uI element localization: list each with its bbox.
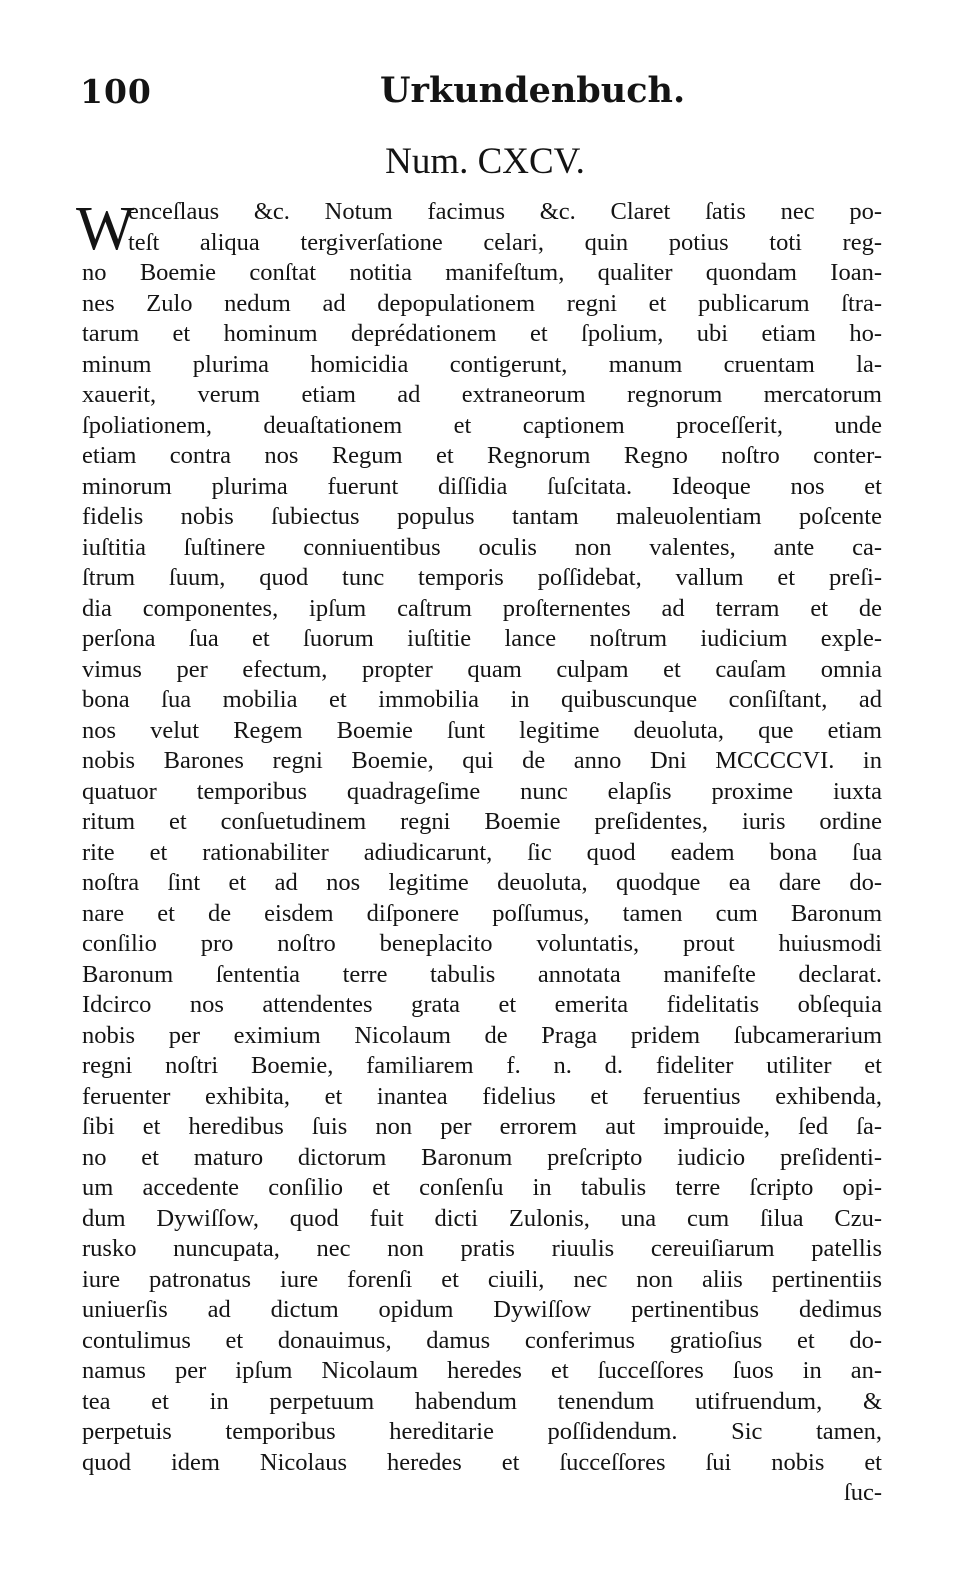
text-line: rite et rationabiliter adiudicarunt, ſic quod eadem bona ſua xyxy=(82,838,882,866)
text-line: nobis per eximium Nicolaum de Praga pridem ſubcamerarium xyxy=(82,1021,882,1049)
text-line: bona ſua mobilia et immobilia in quibuscunque conſiſtant, ad xyxy=(82,686,882,713)
text-line: enceſlaus &c. Notum facimus &c. Claret ſatis nec po- xyxy=(128,198,882,225)
text-line: tarum et hominum deprédationem et ſpolium, ubi etiam ho- xyxy=(82,320,882,347)
text-line: ſtrum ſuum, quod tunc temporis poſſidebat, vallum et preſi- xyxy=(82,564,882,591)
running-title: Urkundenbuch. xyxy=(380,70,686,111)
text-line: xauerit, verum etiam ad extraneorum regnorum mercatorum xyxy=(82,381,882,408)
page-number: 100 xyxy=(80,72,152,111)
text-line: Idcirco nos attendentes grata et emerita fidelitatis obſequia xyxy=(82,991,882,1018)
text-line: perpetuis temporibus hereditarie poſſidendum. Sic tamen, xyxy=(82,1418,882,1445)
text-line: conſilio pro noſtro beneplacito voluntatis, prout huiusmodi xyxy=(82,930,882,957)
text-line: feruenter exhibita, et inantea fidelius et feruentius exhibenda, xyxy=(82,1082,882,1110)
initial-letter: W xyxy=(76,195,135,263)
charter-text xyxy=(76,195,882,1509)
text-line: tea et in perpetuum habendum tenendum utifruendum, & xyxy=(82,1387,882,1415)
text-line: Baronum ſententia terre tabulis annotata manifeſte declarat. xyxy=(82,960,882,988)
text-line: nare et de eisdem diſponere poſſumus, tamen cum Baronum xyxy=(82,899,882,927)
text-line: noſtra ſint et ad nos legitime deuoluta, quodque ea dare do- xyxy=(82,869,882,896)
text-line: regni noſtri Boemie, familiarem f. n. d. fideliter utiliter et xyxy=(82,1052,882,1079)
text-line: quatuor temporibus quadrageſime nunc elapſis proxime iuxta xyxy=(82,777,882,805)
text-line: dia componentes, ipſum caſtrum proſternentes ad terram et de xyxy=(82,594,882,622)
text-line: minorum plurima fuerunt diſſidia ſuſcitata. Ideoque nos et xyxy=(82,472,882,500)
text-line: rusko nuncupata, nec non pratis riuulis cereuiſiarum patellis xyxy=(82,1235,882,1262)
text-line: minum plurima homicidia contigerunt, manum cruentam la- xyxy=(82,350,882,378)
text-line: no et maturo dictorum Baronum preſcripto iudicio preſidenti- xyxy=(82,1143,882,1171)
text-line: iure patronatus iure forenſi et ciuili, nec non aliis pertinentiis xyxy=(82,1265,882,1293)
text-line: teſt aliqua tergiverſatione celari, quin potius toti reg- xyxy=(128,228,882,256)
text-line: no Boemie conſtat notitia manifeſtum, qualiter quondam Ioan- xyxy=(82,259,882,286)
text-line: namus per ipſum Nicolaum heredes et ſucceſſores ſuos in an- xyxy=(82,1357,882,1384)
text-line: nobis Barones regni Boemie, qui de anno Dni MCCCCVI. in xyxy=(82,747,882,774)
text-line: dum Dywiſſow, quod fuit dicti Zulonis, una cum ſilua Czu- xyxy=(82,1204,882,1232)
text-line: ſpoliationem, deuaſtationem et captionem proceſſerit, unde xyxy=(82,411,882,439)
catchword: ſuc- xyxy=(843,1479,882,1506)
text-line: ritum et conſuetudinem regni Boemie preſidentes, iuris ordine xyxy=(82,808,882,835)
text-line: etiam contra nos Regum et Regnorum Regno noſtro conter- xyxy=(82,442,882,469)
document-number: Num. CXCV. xyxy=(385,141,585,182)
text-line: quod idem Nicolaus heredes et ſucceſſores ſui nobis et xyxy=(82,1448,882,1476)
text-line: ſibi et heredibus ſuis non per errorem aut improuide, ſed ſa- xyxy=(82,1113,882,1140)
text-line: perſona ſua et ſuorum iuſtitie lance noſtrum iudicium exple- xyxy=(82,625,882,652)
text-line: contulimus et donauimus, damus conferimus gratioſius et do- xyxy=(82,1326,882,1354)
text-line: um accedente conſilio et conſenſu in tabulis terre ſcripto opi- xyxy=(82,1174,882,1201)
text-line: nes Zulo nedum ad depopulationem regni et publicarum ſtra- xyxy=(82,289,882,317)
text-line: vimus per efectum, propter quam culpam et cauſam omnia xyxy=(82,655,882,683)
text-line: nos velut Regem Boemie ſunt legitime deuoluta, que etiam xyxy=(82,716,882,744)
text-line: iuſtitia ſuſtinere conniuentibus oculis non valentes, ante ca- xyxy=(82,533,882,561)
text-line: fidelis nobis ſubiectus populus tantam maleuolentiam poſcente xyxy=(82,503,882,530)
text-line: uniuerſis ad dictum opidum Dywiſſow pertinentibus dedimus xyxy=(82,1296,882,1323)
